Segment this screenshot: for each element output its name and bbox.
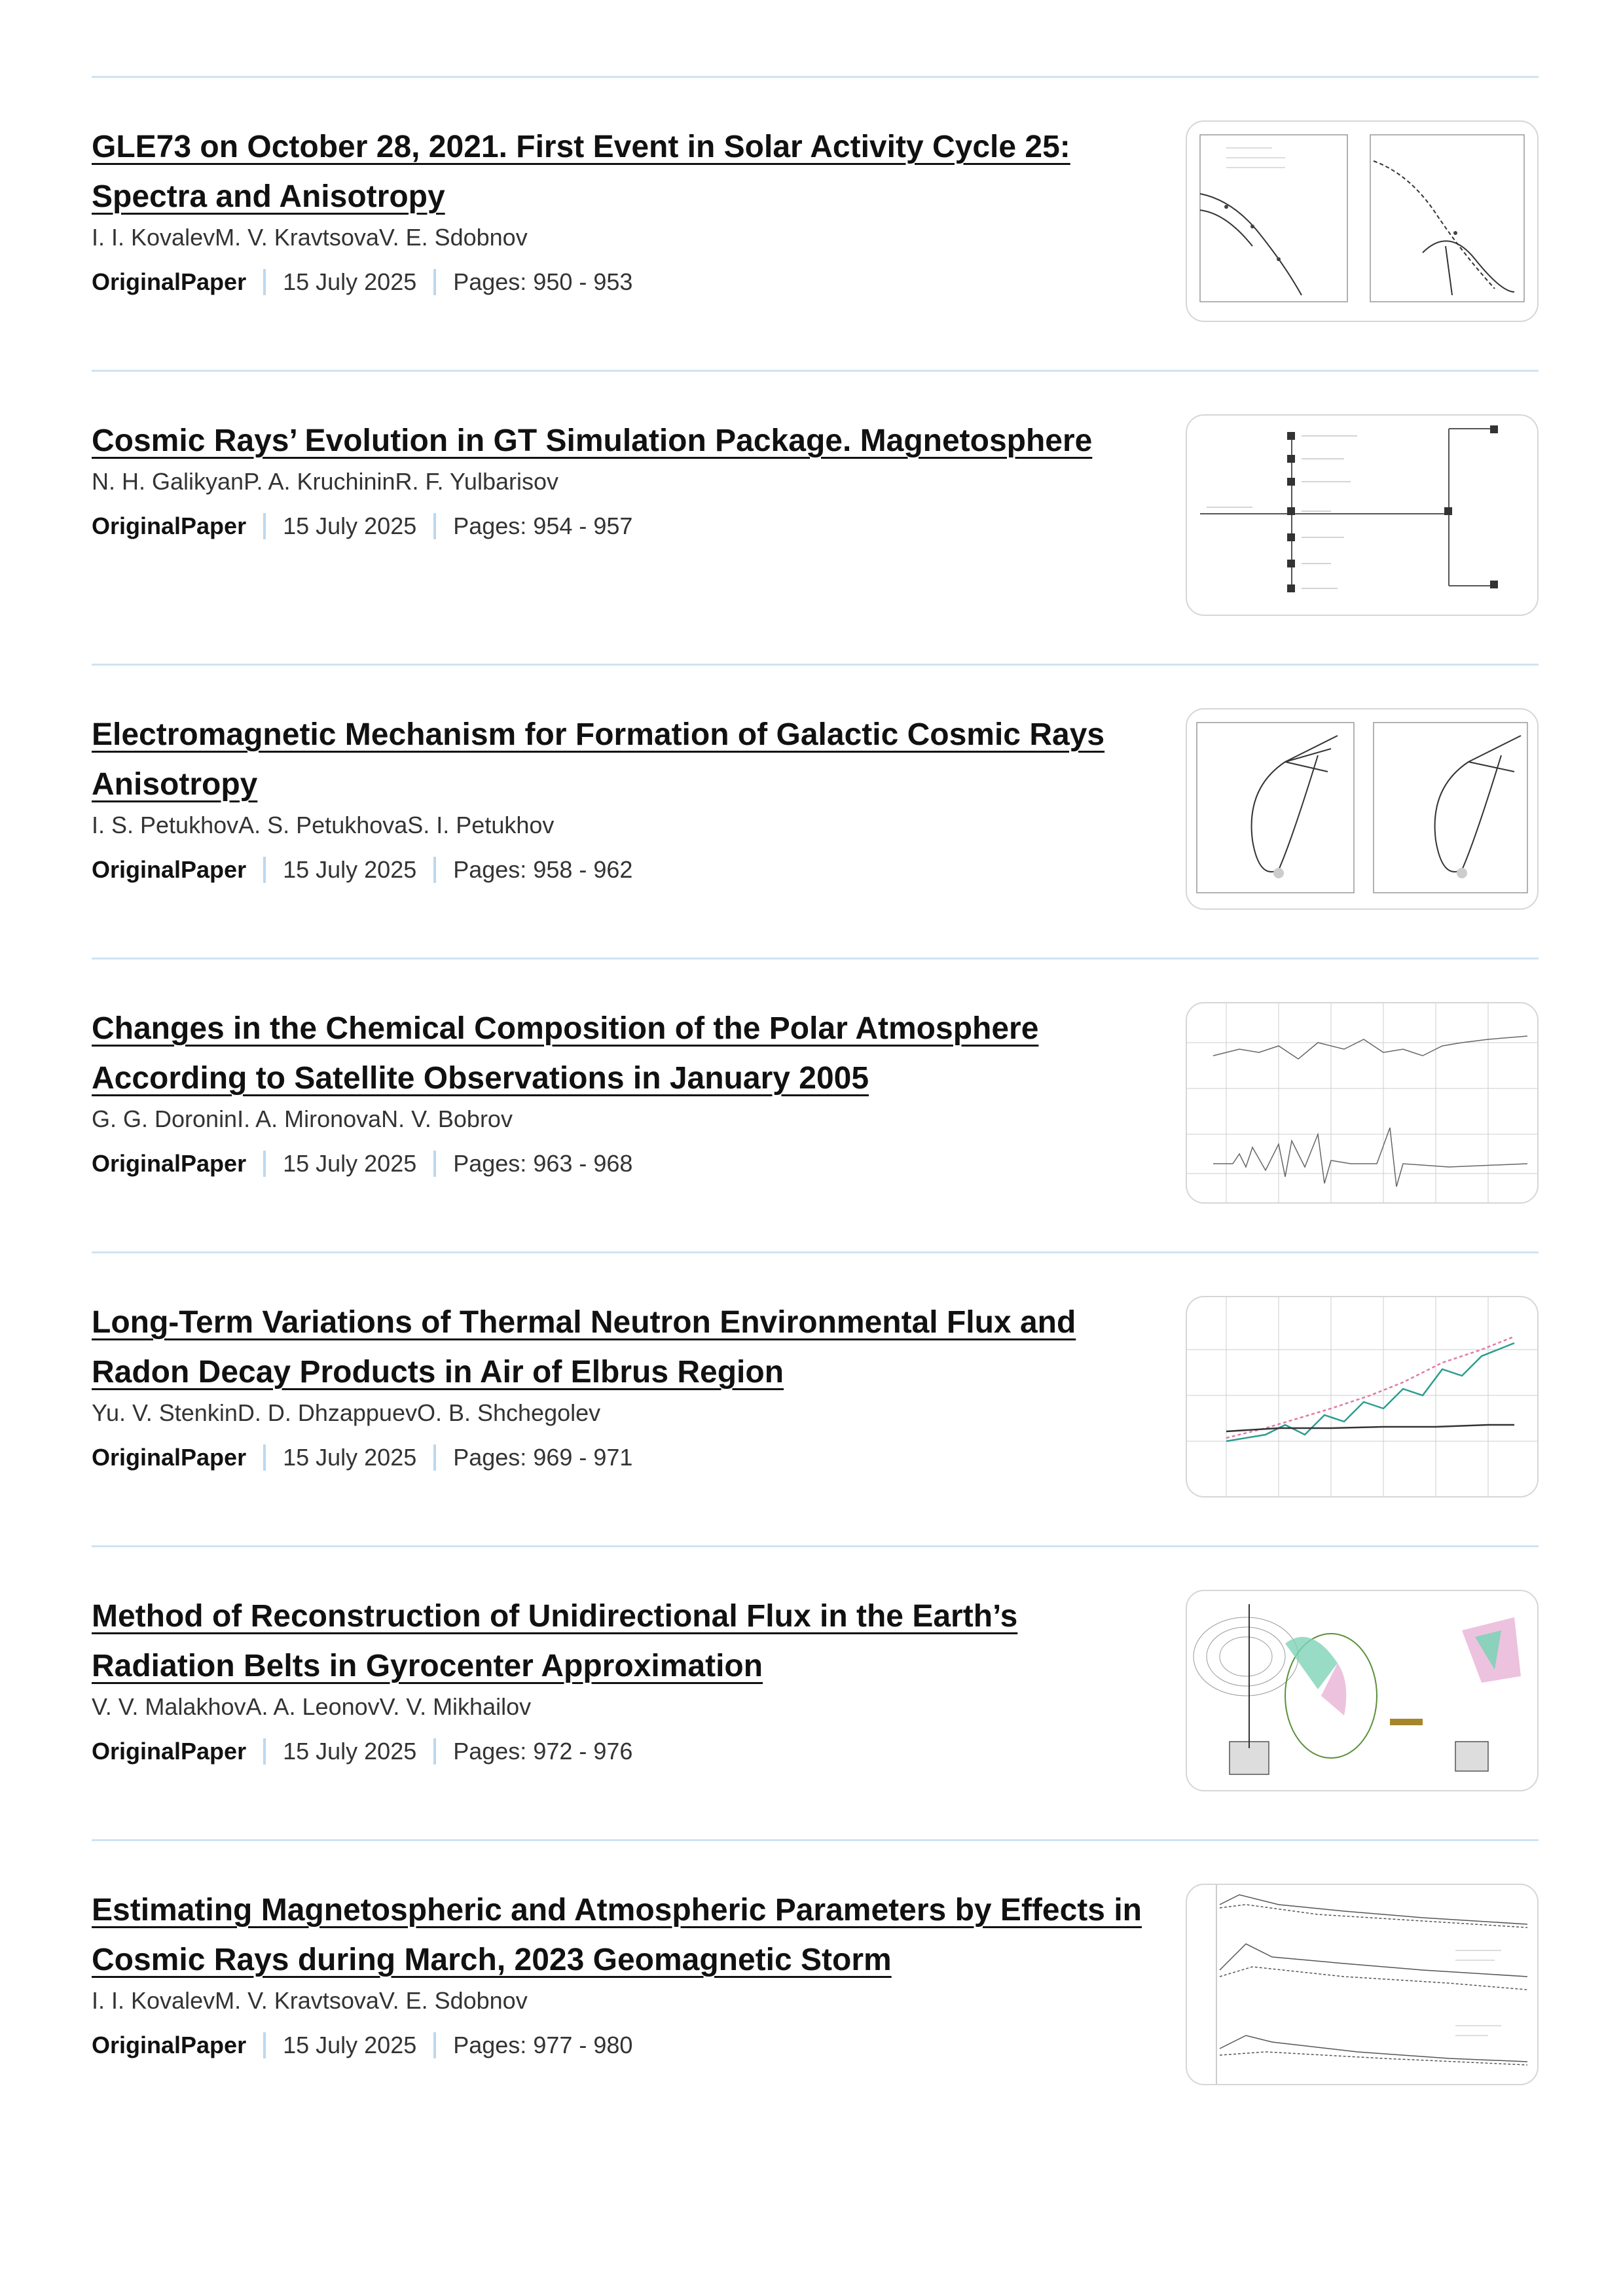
- separator: [433, 1738, 436, 1765]
- article-list: [92, 76, 1539, 2133]
- article-title-link[interactable]: Electromagnetic Mechanism for Formation of Galactic Cosmic Rays Anisotropy: [92, 717, 1105, 802]
- article-item: [92, 958, 1539, 1251]
- separator: [433, 513, 436, 539]
- flowchart-thumbnail[interactable]: [1186, 414, 1539, 616]
- separator: [263, 269, 266, 295]
- timeseries-icon: [1187, 1003, 1537, 1202]
- timeseries-thumbnail[interactable]: [1186, 1002, 1539, 1204]
- multi-panel-plot-thumbnail[interactable]: [1186, 1884, 1539, 2085]
- separator: [433, 1444, 436, 1471]
- article-authors: I. I. KovalevM. V. KravtsovaV. E. Sdobnov: [92, 1987, 528, 2014]
- article-authors: N. H. GalikyanP. A. KruchininR. F. Yulbarisov: [92, 468, 559, 495]
- article-authors: I. S. PetukhovA. S. PetukhovaS. I. Petukhov: [92, 812, 555, 838]
- article-item: [92, 1839, 1539, 2133]
- content-type: OriginalPaper: [92, 2032, 247, 2058]
- article-item: [92, 1251, 1539, 1545]
- publication-date: 15 July 2025: [283, 512, 417, 539]
- article-title-link[interactable]: Long-Term Variations of Thermal Neutron Environmental Flux and Radon Decay Products in Air of Elbrus Region: [92, 1305, 1076, 1390]
- article-title-link[interactable]: Method of Reconstruction of Unidirectional Flux in the Earth’s Radiation Belts in Gyrocenter Approximation: [92, 1599, 1018, 1683]
- trajectory-plot-icon: [1187, 709, 1537, 908]
- multi-panel-plot-icon: [1187, 1885, 1537, 2084]
- publication-date: 15 July 2025: [283, 856, 417, 883]
- article-authors: Yu. V. StenkinD. D. DhzappuevO. B. Shchegolev: [92, 1399, 601, 1426]
- article-title-link[interactable]: Cosmic Rays’ Evolution in GT Simulation Package. Magnetosphere: [92, 423, 1093, 458]
- page-range: Pages: 958 - 962: [453, 856, 633, 883]
- page-range: Pages: 950 - 953: [453, 268, 633, 295]
- page-range: Pages: 972 - 976: [453, 1738, 633, 1765]
- page-range: Pages: 954 - 957: [453, 512, 633, 539]
- content-type: OriginalPaper: [92, 1150, 247, 1177]
- publication-date: 15 July 2025: [283, 2032, 417, 2058]
- content-type: OriginalPaper: [92, 512, 247, 539]
- article-item: [92, 370, 1539, 664]
- separator: [433, 857, 436, 883]
- article-item: [92, 1545, 1539, 1839]
- separator: [263, 1738, 266, 1765]
- publication-date: 15 July 2025: [283, 1738, 417, 1765]
- separator: [263, 857, 266, 883]
- content-type: OriginalPaper: [92, 268, 247, 295]
- line-chart-icon: [1187, 1297, 1537, 1496]
- article-title-link[interactable]: Changes in the Chemical Composition of the Polar Atmosphere According to Satellite Observations in January 2005: [92, 1011, 1039, 1096]
- article-title-link[interactable]: Estimating Magnetospheric and Atmospheric Parameters by Effects in Cosmic Rays during March, 2023 Geomagnetic Storm: [92, 1893, 1142, 1977]
- detector-diagram-thumbnail[interactable]: [1186, 1590, 1539, 1791]
- detector-diagram-icon: [1187, 1591, 1537, 1790]
- separator: [433, 269, 436, 295]
- separator: [433, 2032, 436, 2058]
- spectra-plot-icon: [1187, 122, 1537, 321]
- separator: [263, 513, 266, 539]
- article-authors: I. I. KovalevM. V. KravtsovaV. E. Sdobnov: [92, 224, 528, 251]
- article-item: [92, 76, 1539, 370]
- content-type: OriginalPaper: [92, 1738, 247, 1765]
- content-type: OriginalPaper: [92, 856, 247, 883]
- article-authors: V. V. MalakhovA. A. LeonovV. V. Mikhailov: [92, 1693, 532, 1720]
- trajectory-plot-thumbnail[interactable]: [1186, 708, 1539, 910]
- line-chart-thumbnail[interactable]: [1186, 1296, 1539, 1498]
- separator: [263, 1151, 266, 1177]
- page-range: Pages: 963 - 968: [453, 1150, 633, 1177]
- article-title-link[interactable]: GLE73 on October 28, 2021. First Event in Solar Activity Cycle 25: Spectra and Anisotropy: [92, 130, 1070, 214]
- page-range: Pages: 969 - 971: [453, 1444, 633, 1471]
- separator: [433, 1151, 436, 1177]
- content-type: OriginalPaper: [92, 1444, 247, 1471]
- publication-date: 15 July 2025: [283, 1150, 417, 1177]
- article-authors: G. G. DoroninI. A. MironovaN. V. Bobrov: [92, 1105, 513, 1132]
- publication-date: 15 July 2025: [283, 268, 417, 295]
- separator: [263, 2032, 266, 2058]
- separator: [263, 1444, 266, 1471]
- page-range: Pages: 977 - 980: [453, 2032, 633, 2058]
- flowchart-icon: [1187, 416, 1537, 615]
- article-item: [92, 664, 1539, 958]
- publication-date: 15 July 2025: [283, 1444, 417, 1471]
- spectra-plot-thumbnail[interactable]: [1186, 120, 1539, 322]
